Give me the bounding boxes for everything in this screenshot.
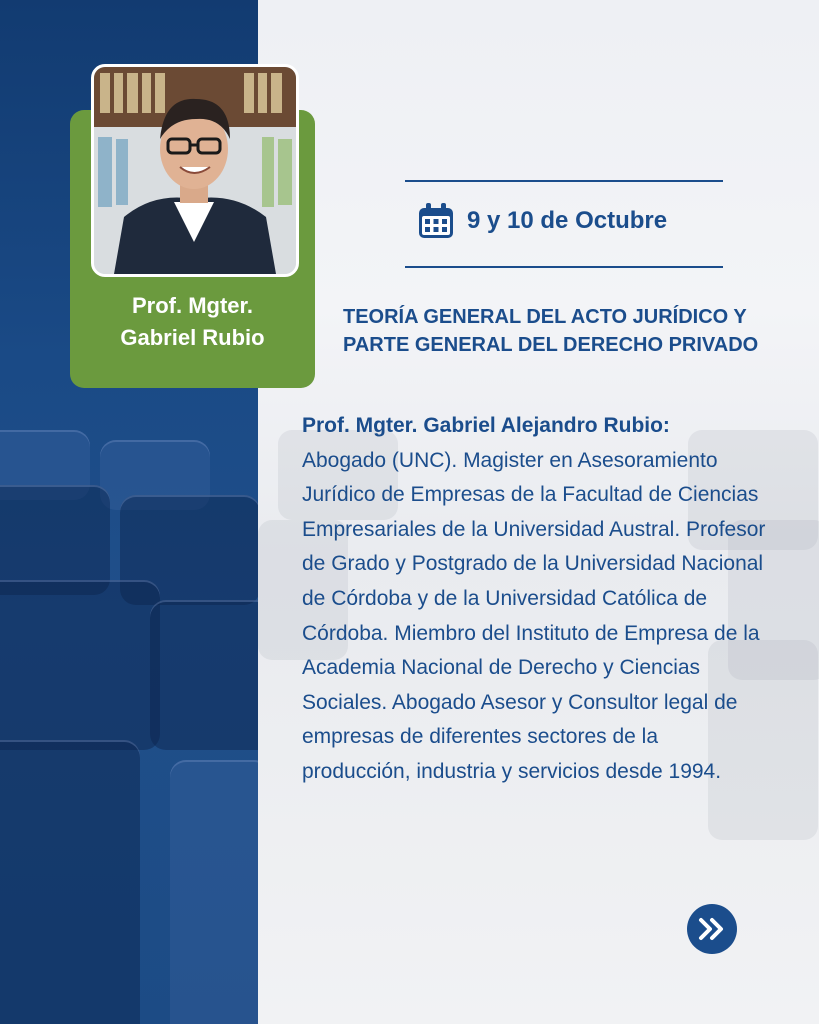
course-title-line1: TEORÍA GENERAL DEL ACTO JURÍDICO Y xyxy=(343,306,747,328)
event-date-block xyxy=(405,180,723,268)
bio-lead: Prof. Mgter. Gabriel Alejandro Rubio: xyxy=(302,414,670,437)
bio-body: Abogado (UNC). Magister en Asesoramiento Jurídico de Empresas de la Facultad de Ciencias Empresariales de la Universidad Austral. Profesor de Grado y Postgrado de la Universidad Nacional de Córdoba y de la Universidad Católica de Córdoba. Miembro del Instituto de Empresa de la Academia Nacional de Derecho y Ciencias Sociales. Abogado Asesor y Consultor legal de empresas de diferentes sectores de la producción, industria y servicios desde 1994. xyxy=(302,448,766,783)
next-button[interactable] xyxy=(687,904,737,954)
course-title xyxy=(343,303,803,359)
speaker-name xyxy=(70,290,315,354)
speaker-bio xyxy=(302,409,772,790)
speaker-name-line1: Prof. Mgter. xyxy=(131,293,253,318)
calendar-icon xyxy=(417,202,455,240)
double-chevron-right-icon xyxy=(697,917,727,941)
course-title-line2: PARTE GENERAL DEL DERECHO PRIVADO xyxy=(343,334,759,356)
speaker-photo xyxy=(91,64,299,277)
event-date: 9 y 10 de Octubre xyxy=(467,207,668,234)
speaker-name-line2: Gabriel Rubio xyxy=(120,325,265,350)
portrait-photo xyxy=(94,67,296,274)
